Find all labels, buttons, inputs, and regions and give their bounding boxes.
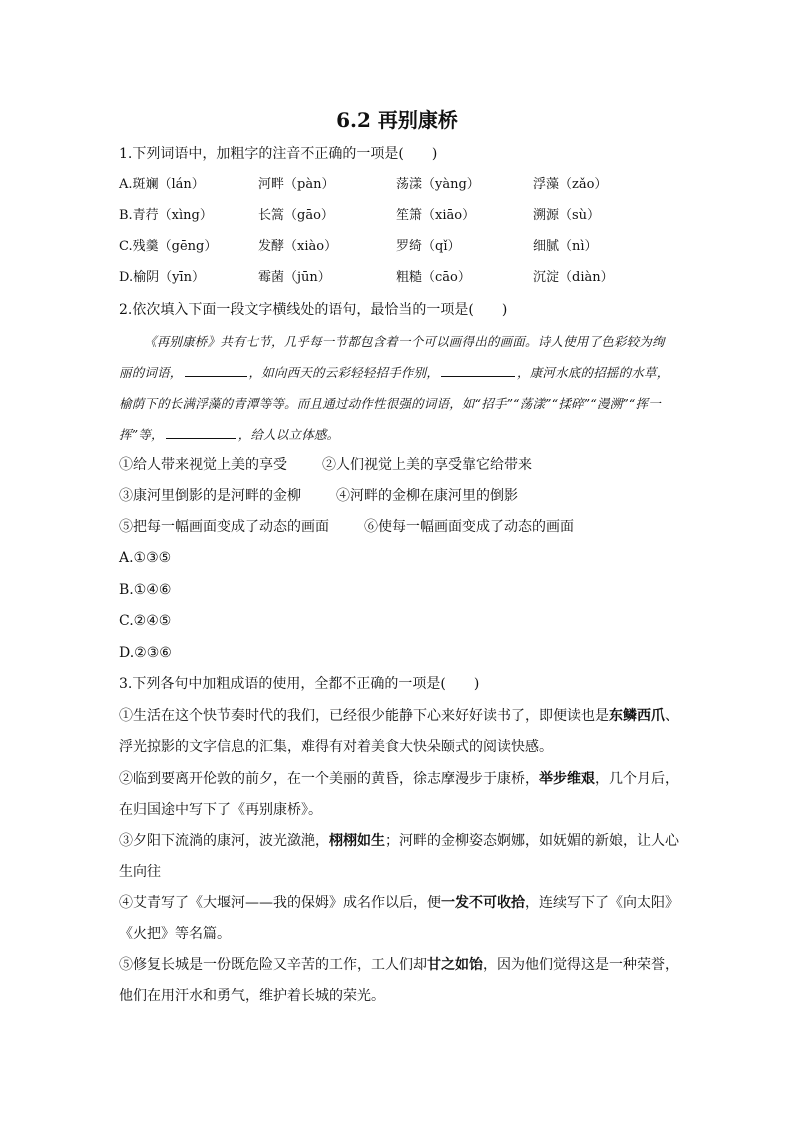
- q2-item-4: ④河畔的金柳在康河里的倒影: [336, 488, 518, 504]
- q1-option-a-2: 河畔（pàn）: [258, 177, 335, 192]
- q2-passage-part-3: ，康河水底的招摇的水草，榆荫下的长满浮藻的青潭等等。而且通过动作性很强的词语，如“招手”“荡漾”“揉碎”“漫溯”“挥一挥”等，: [119, 365, 670, 442]
- q3-stem: 3.下列各句中加粗成语的使用，全都不正确的一项是( ): [119, 676, 480, 692]
- q1-option-c-2: 发酵（xiào）: [258, 239, 338, 254]
- q3-s4-text-c: ，连续写下了《向太阳》《火把》等名篇。: [119, 895, 679, 942]
- q2-blank-2: [441, 362, 515, 377]
- q3-sentence-5: [119, 950, 679, 1012]
- page-title: 6.2 再别康桥: [336, 108, 458, 132]
- q2-passage-part-4: ，给人以立体感。: [237, 427, 340, 442]
- q2-item-2: ②人们视觉上美的享受靠它给带来: [322, 457, 532, 473]
- q3-s1-text-c: 、浮光掠影的文字信息的汇集，难得有对着美食大快朵颐式的阅读快感。: [119, 708, 679, 755]
- q1-option-a-3: 荡漾（yàng）: [396, 177, 480, 192]
- q3-s2-text-c: ，几个月后，在归国途中写下了《再别康桥》。: [119, 771, 679, 818]
- q3-s5-idiom: 甘之如饴: [427, 957, 483, 973]
- q3-s2-idiom: 举步维艰: [539, 771, 595, 787]
- q1-option-c-3: 罗绮（qǐ）: [396, 239, 461, 254]
- q2-option-d: D.②③⑥: [119, 645, 172, 661]
- q3-s3-idiom: 栩栩如生: [329, 833, 385, 849]
- q1-stem: 1.下列词语中，加粗字的注音不正确的一项是( ): [119, 146, 438, 162]
- q3-s3-text-a: ③夕阳下流淌的康河，波光潋滟，: [119, 833, 329, 849]
- q1-option-c-4: 细腻（nì）: [533, 239, 598, 254]
- q3-s5-text-a: ⑤修复长城是一份既危险又辛苦的工作，工人们却: [119, 957, 427, 973]
- q3-s1-idiom: 东鳞西爪: [609, 708, 665, 724]
- q3-sentence-3: [119, 826, 679, 888]
- q1-option-d-1: D.榆阴（yīn）: [119, 270, 205, 285]
- q3-s2-text-a: ②临到要离开伦敦的前夕，在一个美丽的黄昏，徐志摩漫步于康桥，: [119, 771, 539, 787]
- q2-stem: 2.依次填入下面一段文字横线处的语句，最恰当的一项是( ): [119, 302, 508, 318]
- q3-s4-text-a: ④艾青写了《大堰河——我的保姆》成名作以后，便: [119, 895, 441, 911]
- q3-s3-text-c: ；河畔的金柳姿态婀娜，如妩媚的新娘，让人心生向往: [119, 833, 679, 880]
- q1-option-a-4: 浮藻（zǎo）: [533, 177, 608, 192]
- q2-passage-part-2: ，如向西天的云彩轻轻招手作别，: [248, 365, 440, 380]
- q1-option-d-2: 霉菌（jūn）: [258, 270, 331, 285]
- q3-sentence-2: [119, 764, 679, 826]
- q3-sentence-1: [119, 701, 679, 763]
- q1-option-d-3: 粗糙（cāo）: [396, 270, 471, 285]
- q3-s5-text-c: ，因为他们觉得这是一种荣誉，他们在用汗水和勇气，维护着长城的荣光。: [119, 957, 679, 1004]
- q1-option-d-4: 沉淀（diàn）: [533, 270, 614, 285]
- q2-item-5: ⑤把每一幅画面变成了动态的画面: [119, 519, 329, 535]
- q1-option-a-1: A.斑斓（lán）: [119, 177, 205, 192]
- q2-blank-1: [185, 362, 247, 377]
- q1-option-b-4: 溯源（sù）: [533, 208, 601, 223]
- q2-passage-part-1: 《再别康桥》共有七节，几乎每一节都包含着一个可以画得出的画面。诗人使用了色彩较为绚丽的词语，: [119, 334, 665, 380]
- q3-sentence-4: [119, 888, 679, 950]
- q2-item-1: ①给人带来视觉上美的享受: [119, 457, 287, 473]
- q2-option-b: B.①④⑥: [119, 582, 172, 598]
- q1-option-b-2: 长篙（gāo）: [258, 208, 334, 223]
- q2-item-6: ⑥使每一幅画面变成了动态的画面: [364, 519, 574, 535]
- q2-option-c: C.②④⑤: [119, 613, 172, 629]
- q3-s4-idiom: 一发不可收拾: [441, 895, 525, 911]
- q3-s1-text-a: ①生活在这个快节奏时代的我们，已经很少能静下心来好好读书了，即便读也是: [119, 708, 609, 724]
- q1-option-b-1: B.青荇（xìng）: [119, 208, 213, 223]
- q2-item-3: ③康河里倒影的是河畔的金柳: [119, 488, 301, 504]
- q2-passage: [119, 326, 674, 450]
- q1-option-b-3: 笙箫（xiāo）: [396, 208, 476, 223]
- q2-blank-3: [166, 424, 236, 439]
- q1-option-c-1: C.残羹（gēng）: [119, 239, 218, 254]
- q2-option-a: A.①③⑤: [119, 550, 172, 566]
